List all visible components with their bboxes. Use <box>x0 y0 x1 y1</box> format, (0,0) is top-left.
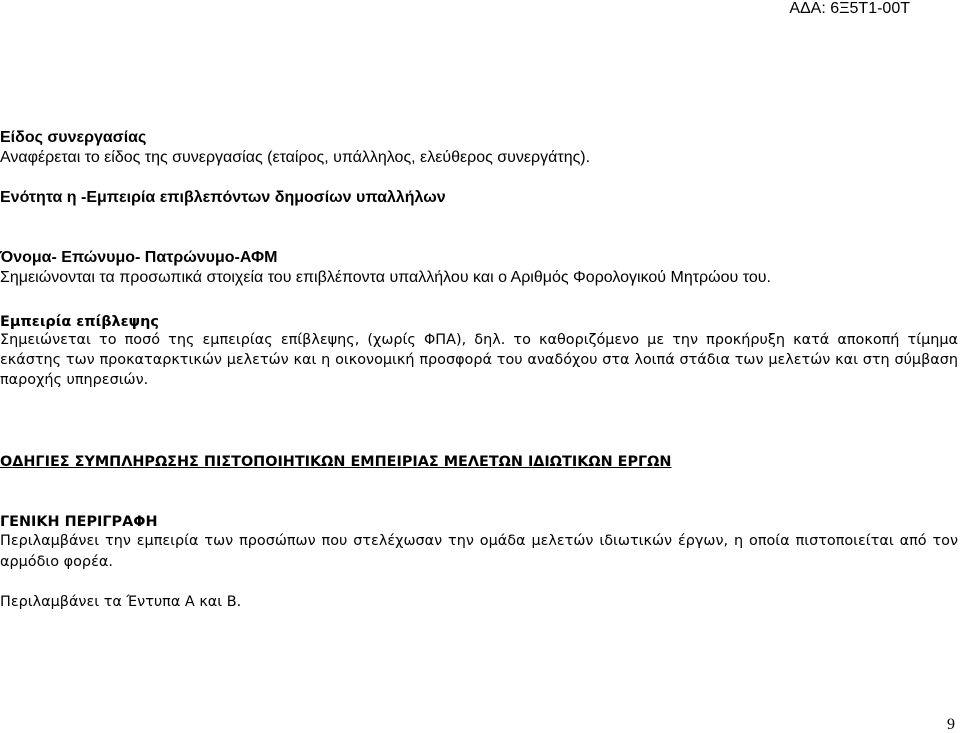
page-number: 9 <box>947 716 955 733</box>
odigies-heading: ΟΔΗΓΙΕΣ ΣΥΜΠΛΗΡΩΣΗΣ ΠΙΣΤΟΠΟΙΗΤΙΚΩΝ ΕΜΠΕΙΡΙΑΣ ΜΕΛΕΤΩΝ ΙΔΙΩΤΙΚΩΝ ΕΡΓΩΝ <box>0 454 672 470</box>
geniki-text2: Περιλαμβάνει τα Έντυπα Α και Β. <box>0 594 242 610</box>
geniki-text: Περιλαμβάνει την εμπειρία των προσώπων που στελέχωσαν την ομάδα μελετών ιδιωτικών έργων, η οποία πιστοποιείται από τον αρμόδιο φορέα. <box>0 533 958 570</box>
enotita-heading: Ενότητα η -Εμπειρία επιβλεπόντων δημοσίων υπαλλήλων <box>0 189 446 206</box>
geniki-heading: ΓΕΝΙΚΗ ΠΕΡΙΓΡΑΦΗ <box>0 514 158 530</box>
onoma-heading: Όνομα- Επώνυμο- Πατρώνυμο-ΑΦΜ <box>0 249 278 266</box>
eidos-text: Αναφέρεται το είδος της συνεργασίας (εταίρος, υπάλληλος, ελεύθερος συνεργάτης). <box>0 149 591 166</box>
empeiria-heading: Εμπειρία επίβλεψης <box>0 314 159 330</box>
onoma-text: Σημειώνονται τα προσωπικά στοιχεία του επιβλέποντα υπαλλήλου και ο Αριθμός Φορολογικού Μητρώου του. <box>0 269 771 286</box>
eidos-heading: Είδος συνεργασίας <box>0 129 147 146</box>
empeiria-text: Σημειώνεται το ποσό της εμπειρίας επίβλεψης, (χωρίς ΦΠΑ), δηλ. το καθοριζόμενο με την προκήρυξη κατά αποκοπή τίμημα εκάστης των προκαταρκτικών μελετών και η οικονομική προσφορά του αναδόχου στα λοιπά στάδια των μελετών και στη σύμβαση παροχής υπηρεσιών. <box>0 332 958 388</box>
ada-code: ΑΔΑ: 6Ξ5Τ1-00Τ <box>789 0 910 17</box>
